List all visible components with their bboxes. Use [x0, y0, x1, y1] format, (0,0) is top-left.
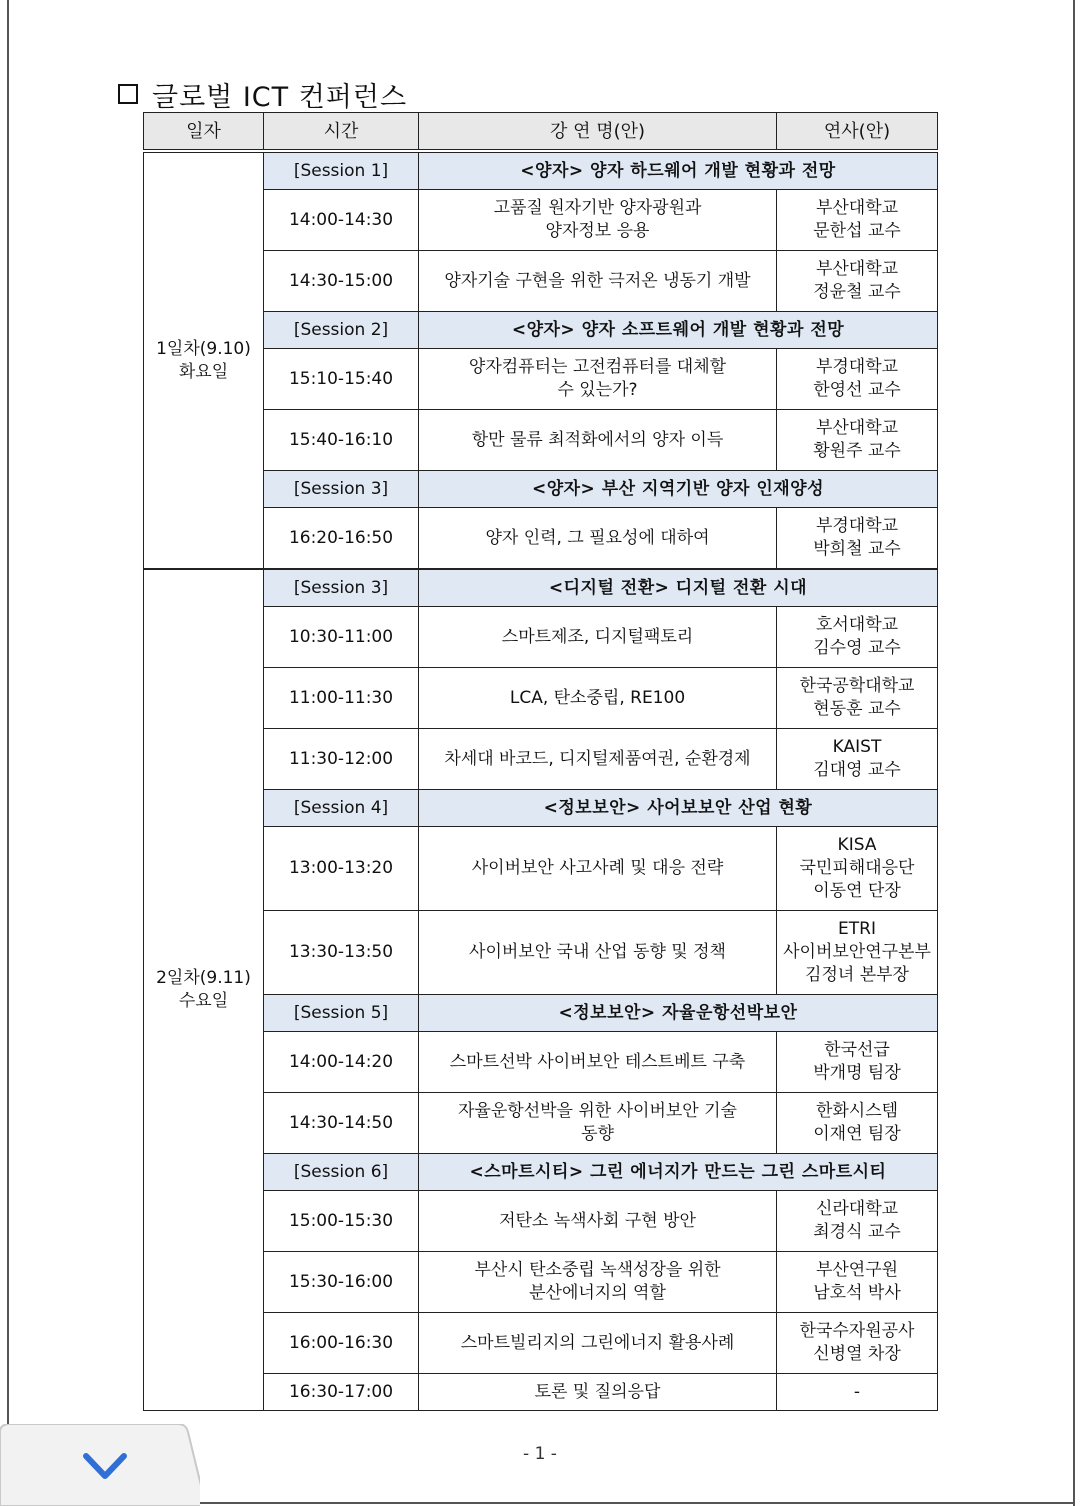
lecture-line: 사이버보안 국내 산업 동향 및 정책	[469, 942, 726, 962]
talk-lecture	[419, 251, 777, 312]
talk-time: 16:20-16:50	[264, 508, 419, 570]
talk-lecture	[419, 410, 777, 471]
speaker-line: 신병열 차장	[813, 1344, 901, 1364]
speaker-line: 박개명 팀장	[813, 1063, 901, 1083]
table-row	[144, 607, 938, 668]
lecture-line: 양자컴퓨터는 고전컴퓨터를 대체할	[468, 357, 727, 377]
session-row	[144, 995, 938, 1032]
talk-speaker	[777, 729, 938, 790]
table-header-row	[144, 113, 938, 152]
speaker-line: -	[853, 1381, 861, 1402]
lecture-line: 수 있는가?	[557, 380, 638, 400]
talk-speaker	[777, 827, 938, 911]
talk-time: 15:40-16:10	[264, 410, 419, 471]
speaker-line: 황원주 교수	[813, 441, 901, 461]
lecture-line: 양자기술 구현을 위한 극저온 냉동기 개발	[444, 270, 751, 291]
talk-time: 15:30-16:00	[264, 1252, 419, 1313]
speaker-line: 부경대학교	[815, 357, 899, 377]
lecture-line: 고품질 원자기반 양자광원과	[493, 198, 702, 218]
lecture-line: 스마트선박 사이버보안 테스트베트 구축	[449, 1051, 746, 1072]
talk-time: 15:10-15:40	[264, 349, 419, 410]
speaker-line: 국민피해대응단	[799, 858, 915, 878]
page-number: - 1 -	[523, 1444, 557, 1464]
session-row	[144, 790, 938, 827]
chevron-down-icon	[80, 1450, 130, 1484]
speaker-line: 호서대학교	[815, 615, 899, 635]
speaker-line: 부경대학교	[815, 516, 899, 536]
lecture-line: 양자정보 응용	[545, 221, 650, 241]
talk-speaker	[777, 410, 938, 471]
talk-time: 14:00-14:20	[264, 1032, 419, 1093]
speaker-line: 한국수자원공사	[799, 1321, 915, 1341]
table-row	[144, 410, 938, 471]
table-row	[144, 1032, 938, 1093]
session-row	[144, 1154, 938, 1191]
speaker-line: 부산연구원	[815, 1260, 899, 1280]
speaker-line: 현동훈 교수	[813, 699, 901, 719]
talk-speaker	[777, 1374, 938, 1411]
table-row	[144, 911, 938, 995]
table-row	[144, 349, 938, 410]
speaker-line: 문한섭 교수	[813, 221, 901, 241]
talk-lecture	[419, 729, 777, 790]
talk-lecture	[419, 508, 777, 570]
speaker-line: 사이버보안연구본부	[783, 942, 931, 962]
session-label: [Session 5]	[264, 995, 419, 1032]
day-weekday: 수요일	[178, 991, 229, 1011]
session-label: [Session 6]	[264, 1154, 419, 1191]
speaker-line: KISA	[837, 835, 877, 855]
table-row	[144, 668, 938, 729]
talk-lecture	[419, 349, 777, 410]
talk-time: 14:00-14:30	[264, 190, 419, 251]
table-row	[144, 1191, 938, 1252]
talk-speaker	[777, 668, 938, 729]
day-label: 1일차(9.10)	[156, 338, 251, 359]
talk-speaker	[777, 1093, 938, 1154]
session-title: <디지털 전환> 디지털 전환 시대	[419, 569, 938, 607]
table-row	[144, 1313, 938, 1374]
col-header-speaker: 연사(안)	[777, 113, 938, 152]
speaker-line: 박희철 교수	[813, 539, 901, 559]
talk-lecture	[419, 607, 777, 668]
speaker-line: 김정녀 본부장	[805, 965, 909, 985]
table-row	[144, 1252, 938, 1313]
talk-speaker	[777, 1191, 938, 1252]
speaker-line: 한화시스템	[815, 1101, 899, 1121]
scroll-down-tab[interactable]	[0, 1424, 200, 1506]
talk-speaker	[777, 1252, 938, 1313]
lecture-line: 스마트제조, 디지털팩토리	[501, 626, 694, 647]
talk-time: 11:30-12:00	[264, 729, 419, 790]
speaker-line: 한국공학대학교	[799, 676, 915, 696]
table-row	[144, 1093, 938, 1154]
page-border-right	[1073, 0, 1075, 1506]
talk-time: 14:30-14:50	[264, 1093, 419, 1154]
table-row	[144, 827, 938, 911]
session-title: <스마트시티> 그린 에너지가 만드는 그린 스마트시티	[419, 1154, 938, 1191]
speaker-line: 김수영 교수	[813, 638, 901, 658]
page-border-left	[7, 0, 9, 1506]
lecture-line: 항만 물류 최적화에서의 양자 이득	[471, 429, 724, 450]
talk-lecture	[419, 1032, 777, 1093]
talk-lecture	[419, 1374, 777, 1411]
session-row	[144, 569, 938, 607]
lecture-line: 분산에너지의 역할	[529, 1283, 666, 1303]
day-cell	[144, 151, 264, 569]
talk-time: 16:30-17:00	[264, 1374, 419, 1411]
talk-speaker	[777, 1313, 938, 1374]
session-title: <양자> 양자 소프트웨어 개발 현황과 전망	[419, 312, 938, 349]
speaker-line: KAIST	[832, 737, 882, 757]
lecture-line: 사이버보안 사고사례 및 대응 전략	[471, 858, 724, 878]
session-label: [Session 3]	[264, 471, 419, 508]
speaker-line: 신라대학교	[815, 1199, 899, 1219]
session-title: <양자> 부산 지역기반 양자 인재양성	[419, 471, 938, 508]
day-weekday: 화요일	[178, 361, 229, 382]
talk-speaker	[777, 251, 938, 312]
col-header-lecture: 강 연 명(안)	[419, 113, 777, 152]
lecture-line: 동향	[581, 1124, 614, 1144]
talk-speaker	[777, 190, 938, 251]
session-label: [Session 1]	[264, 151, 419, 190]
checkbox-icon	[118, 84, 138, 104]
speaker-line: 한국선급	[824, 1040, 890, 1060]
day-label: 2일차(9.11)	[156, 968, 251, 988]
table-row	[144, 508, 938, 570]
talk-time: 16:00-16:30	[264, 1313, 419, 1374]
speaker-line: 정윤철 교수	[813, 282, 901, 302]
lecture-line: 스마트빌리지의 그린에너지 활용사례	[460, 1332, 735, 1353]
speaker-line: 남호석 박사	[813, 1283, 901, 1303]
speaker-line: 한영선 교수	[813, 380, 901, 400]
talk-speaker	[777, 1032, 938, 1093]
talk-speaker	[777, 911, 938, 995]
talk-lecture	[419, 190, 777, 251]
session-row	[144, 151, 938, 190]
talk-time: 13:30-13:50	[264, 911, 419, 995]
lecture-line: 차세대 바코드, 디지털제품여권, 순환경제	[444, 748, 751, 769]
session-row	[144, 312, 938, 349]
talk-time: 15:00-15:30	[264, 1191, 419, 1252]
speaker-line: ETRI	[838, 919, 876, 939]
col-header-date: 일자	[144, 113, 264, 152]
speaker-line: 부산대학교	[815, 259, 899, 279]
talk-speaker	[777, 607, 938, 668]
speaker-line: 부산대학교	[815, 198, 899, 218]
col-header-time: 시간	[264, 113, 419, 152]
session-label: [Session 4]	[264, 790, 419, 827]
talk-lecture	[419, 668, 777, 729]
section-heading	[118, 74, 407, 114]
day-cell	[144, 569, 264, 1411]
lecture-line: 저탄소 녹색사회 구현 방안	[499, 1210, 696, 1231]
session-label: [Session 2]	[264, 312, 419, 349]
speaker-line: 이동연 단장	[813, 881, 901, 901]
talk-speaker	[777, 349, 938, 410]
session-title: <정보보안> 사어보보안 산업 현황	[419, 790, 938, 827]
table-row	[144, 251, 938, 312]
talk-lecture	[419, 1093, 777, 1154]
session-row	[144, 471, 938, 508]
speaker-line: 부산대학교	[815, 418, 899, 438]
talk-time: 11:00-11:30	[264, 668, 419, 729]
talk-speaker	[777, 508, 938, 570]
heading-title: 글로벌 ICT 컨퍼런스	[152, 81, 408, 113]
speaker-line: 이재연 팀장	[813, 1124, 901, 1144]
table-row	[144, 1374, 938, 1411]
schedule-table	[143, 112, 938, 1411]
lecture-line: 토론 및 질의응답	[534, 1381, 661, 1402]
session-title: <정보보안> 자율운항선박보안	[419, 995, 938, 1032]
session-title: <양자> 양자 하드웨어 개발 현황과 전망	[419, 151, 938, 190]
talk-time: 14:30-15:00	[264, 251, 419, 312]
speaker-line: 김대영 교수	[813, 760, 901, 780]
lecture-line: 양자 인력, 그 필요성에 대하여	[485, 527, 710, 548]
talk-lecture	[419, 911, 777, 995]
talk-lecture	[419, 827, 777, 911]
talk-lecture	[419, 1191, 777, 1252]
table-row	[144, 729, 938, 790]
schedule-body	[144, 151, 938, 1411]
lecture-line: LCA, 탄소중립, RE100	[509, 687, 686, 708]
lecture-line: 부산시 탄소중립 녹색성장을 위한	[474, 1260, 721, 1280]
lecture-line: 자율운항선박을 위한 사이버보안 기술	[458, 1101, 737, 1121]
speaker-line: 최경식 교수	[813, 1222, 901, 1242]
table-row	[144, 190, 938, 251]
session-label: [Session 3]	[264, 569, 419, 607]
talk-time: 10:30-11:00	[264, 607, 419, 668]
talk-lecture	[419, 1252, 777, 1313]
talk-lecture	[419, 1313, 777, 1374]
talk-time: 13:00-13:20	[264, 827, 419, 911]
